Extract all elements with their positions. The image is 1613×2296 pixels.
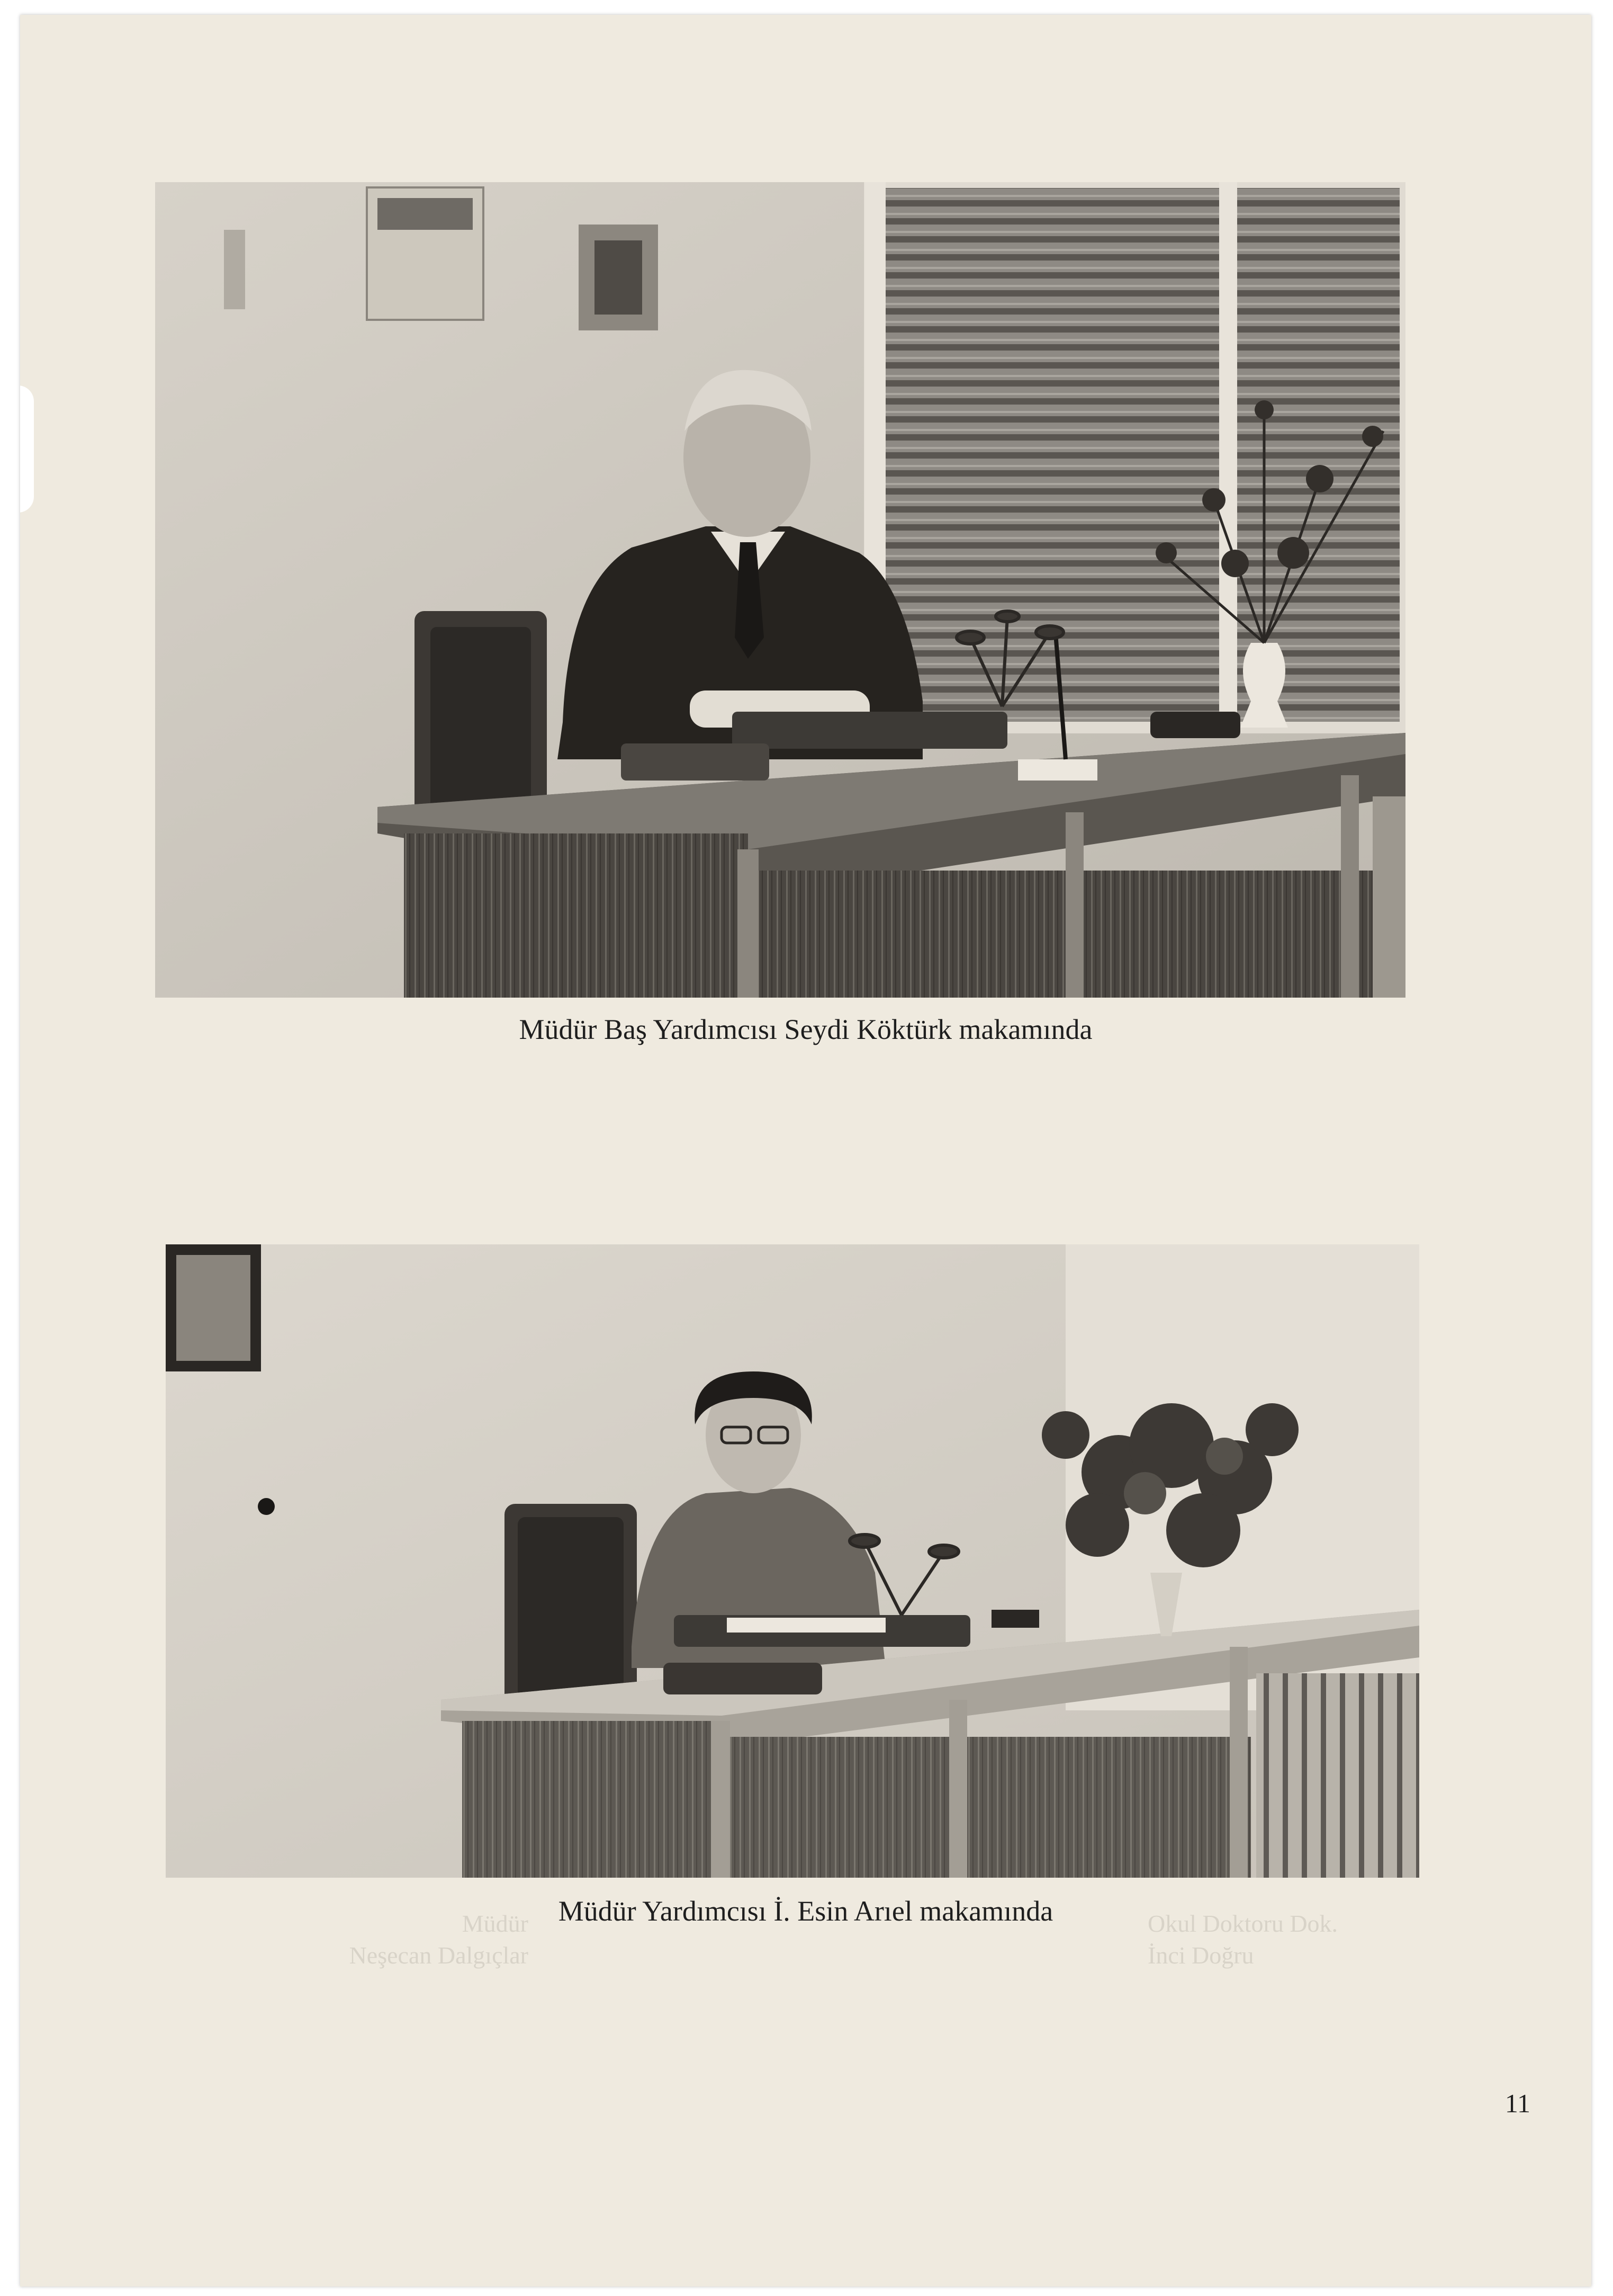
photo-man-at-desk	[155, 182, 1405, 998]
page-number: 11	[1504, 2088, 1530, 2118]
bleed-line: Okul Doktoru Dok.	[1148, 1910, 1338, 1937]
photo-caption: Müdür Yardımcısı İ. Esin Arıel makamında	[558, 1895, 1053, 1927]
bleed-line: Neşecan Dalgıçlar	[349, 1942, 528, 1969]
bleed-line: Müdür	[462, 1910, 528, 1937]
document-page	[20, 15, 1591, 2286]
bleed-line: İnci Doğru	[1148, 1942, 1254, 1969]
photo-woman-at-desk	[166, 1244, 1419, 1878]
torn-edge	[20, 385, 34, 513]
photo-caption: Müdür Baş Yardımcısı Seydi Köktürk makamında	[519, 1014, 1093, 1045]
